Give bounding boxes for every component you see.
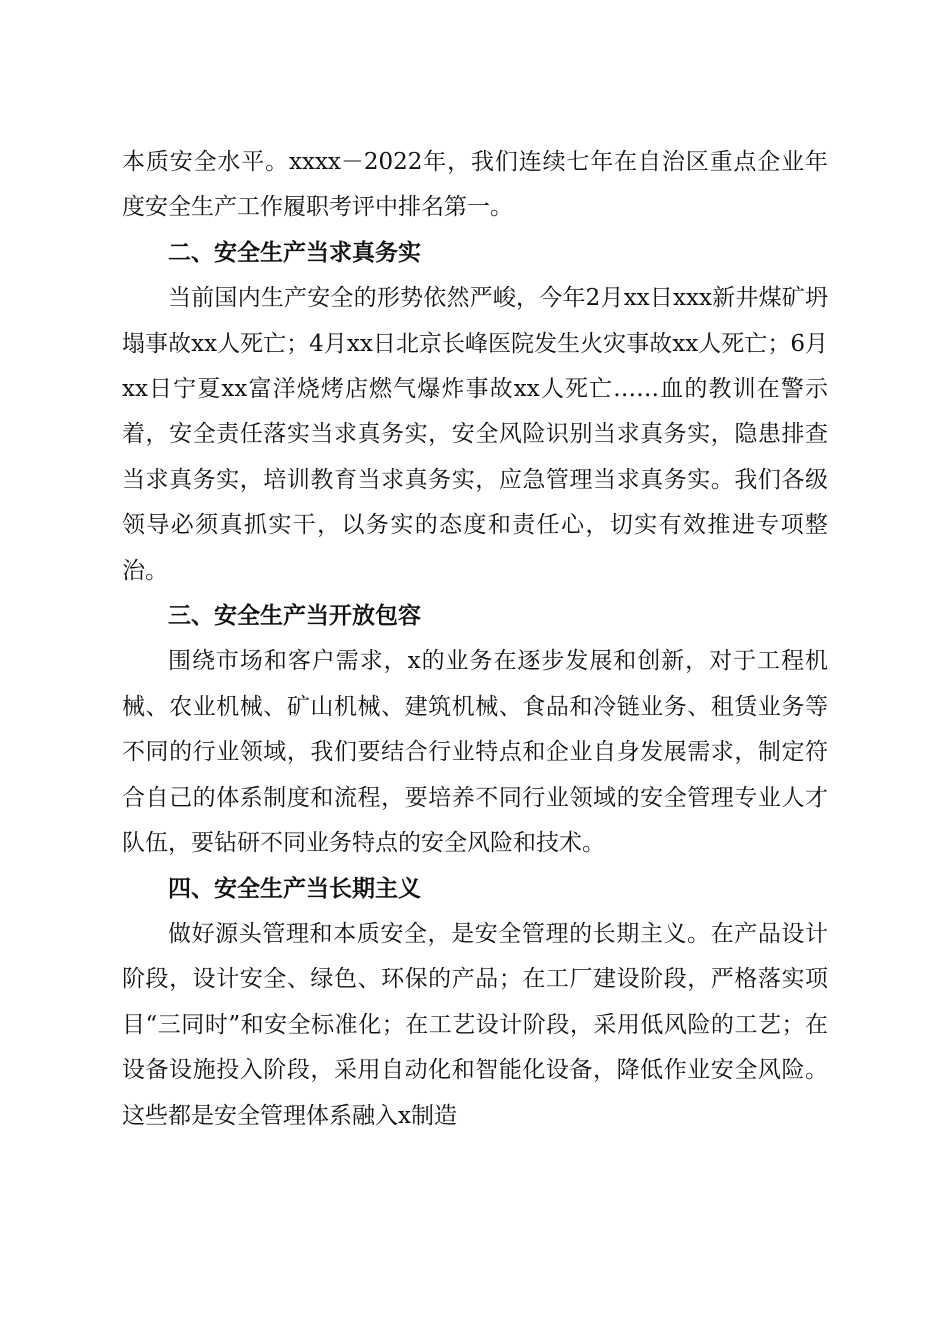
paragraph-continued: 本质安全水平。xxxx－2022年，我们连续七年在自治区重点企业年度安全生产工作履职考评中排名第一。 — [122, 149, 828, 221]
section-heading-2: 二、安全生产当求真务实 — [168, 239, 421, 266]
paragraph-section-3: 围绕市场和客户需求，x的业务在逐步发展和创新，对于工程机械、农业机械、矿山机械、建筑机械、食品和冷链业务、租赁业务等不同的行业领域，我们要结合行业特点和企业自身发展需求，制定符合自己的体系制度和流程，要培养不同行业领域的安全管理专业人才队伍，要钻研不同业务特点的安全风险和技术。 — [122, 648, 828, 857]
paragraph-section-4: 做好源头管理和本质安全，是安全管理的长期主义。在产品设计阶段，设计安全、绿色、环保的产品；在工厂建设阶段，严格落实项目“三同时”和安全标准化；在工艺设计阶段，采用低风险的工艺；在设备设施投入阶段，采用自动化和智能化设备，降低作业安全风险。这些都是安全管理体系融入x制造 — [122, 920, 828, 1129]
section-heading-4: 四、安全生产当长期主义 — [168, 875, 421, 902]
paragraph-section-2: 当前国内生产安全的形势依然严峻，今年2月xx日xxx新井煤矿坍塌事故xx人死亡；4月xx日北京长峰医院发生火灾事故xx人死亡；6月xx日宁夏xx富洋烧烤店燃气爆炸事故xx人死亡……血的教训在警示着，安全责任落实当求真务实，安全风险识别当求真务实，隐患排查当求真务实，培训教育当求真务实，应急管理当求真务实。我们各级领导必须真抓实干，以务实的态度和责任心，切实有效推进专项整治。 — [122, 285, 828, 584]
section-heading-3: 三、安全生产当开放包容 — [168, 603, 421, 630]
document-body — [122, 140, 828, 1139]
